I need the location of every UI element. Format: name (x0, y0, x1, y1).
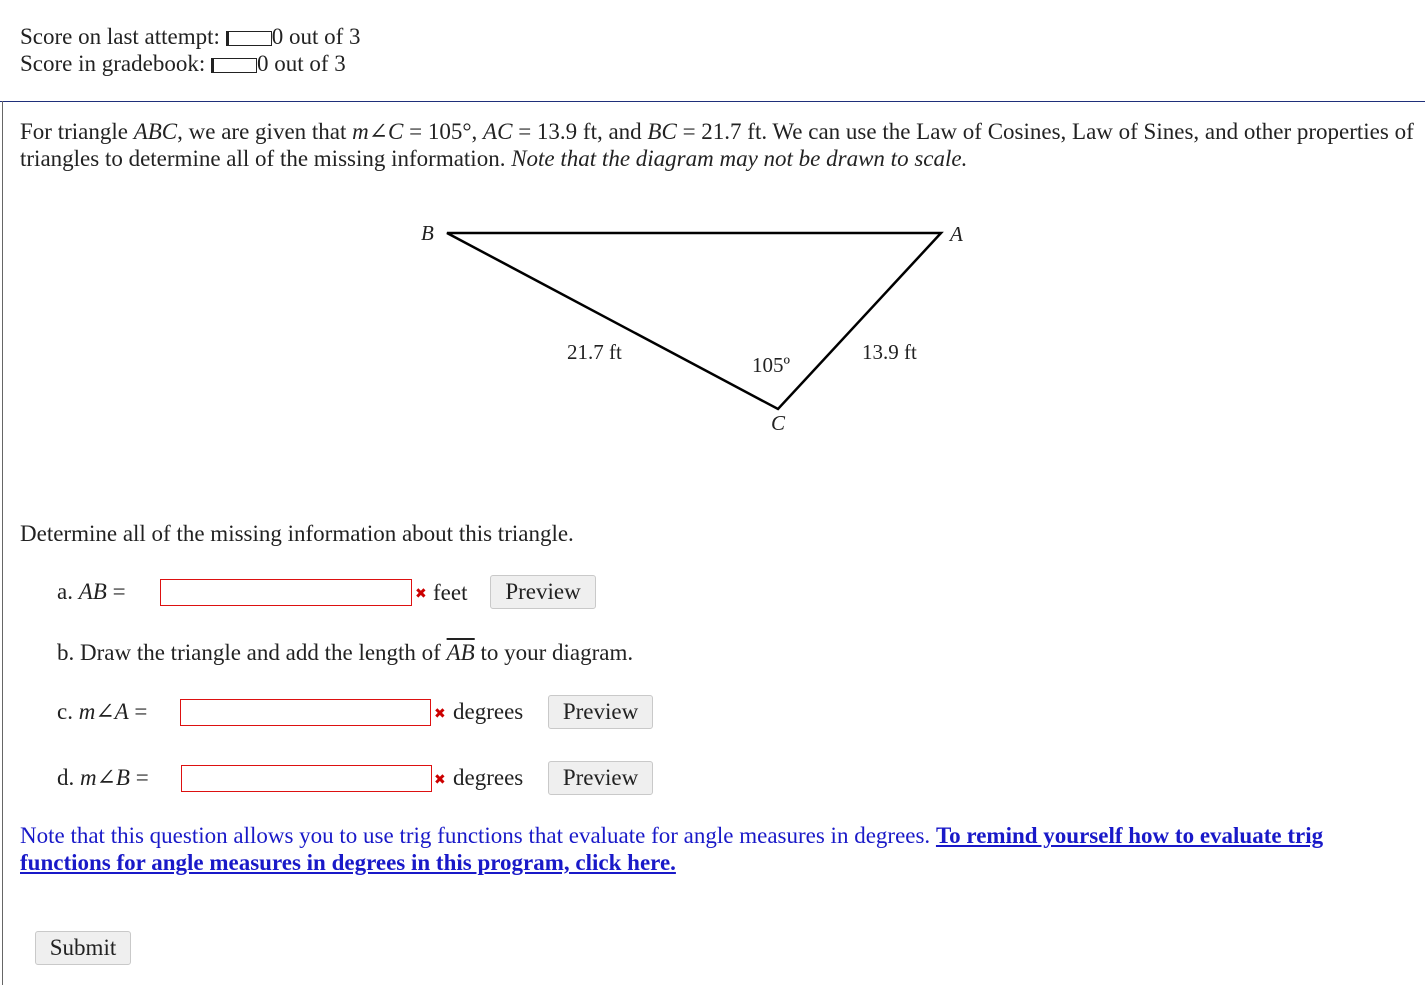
angle-a-unit: degrees (453, 699, 524, 724)
score-gradebook-value: 0 out of 3 (256, 51, 346, 76)
scale-note: Note that the diagram may not be drawn to scale. (511, 146, 968, 171)
problem-text-1: For triangle (20, 119, 134, 144)
part-c-equals: = (128, 699, 148, 724)
score-last-attempt-label: Score on last attempt: (20, 24, 220, 49)
vertex-a-label: A (950, 222, 963, 246)
trig-help-link[interactable]: To remind yourself how to evaluate trig functions for angle measures in degrees in this program, click here. (20, 823, 1324, 875)
part-a-prefix: a. (57, 579, 79, 604)
part-a-label (57, 579, 126, 605)
angle-b-input[interactable] (181, 765, 432, 792)
part-c-prefix: c. (57, 699, 79, 724)
ab-preview-button[interactable]: Preview (490, 575, 596, 609)
vertex-b-label: B (421, 221, 434, 245)
side-bc-label: 21.7 ft (567, 340, 622, 364)
trig-note-text: Note that this question allows you to use trig functions that evaluate for angle measures in degrees. (20, 823, 936, 848)
angle-c-symbol: m∠C (352, 119, 404, 144)
side-ac-label: 13.9 ft (862, 340, 917, 364)
ab-error-icon: ✖ (415, 586, 427, 602)
side-bc-symbol: BC (647, 119, 677, 144)
angle-b-unit: degrees (453, 765, 524, 790)
angle-a-error-icon: ✖ (434, 706, 446, 722)
side-ac-symbol: AC (483, 119, 513, 144)
part-d-equals: = (129, 765, 149, 790)
part-d-variable: m∠B (80, 765, 130, 790)
part-b-text-2: to your diagram. (474, 640, 634, 665)
part-c-variable: m∠A (78, 699, 129, 724)
score-gradebook-label: Score in gradebook: (20, 51, 206, 76)
trig-note (20, 822, 1400, 876)
part-b-text (57, 640, 633, 666)
triangle-name: ABC (133, 119, 178, 144)
angle-b-error-icon: ✖ (434, 772, 446, 788)
ab-length-input[interactable] (160, 579, 412, 606)
part-a-variable: AB (78, 579, 107, 604)
angle-b-preview-button[interactable]: Preview (548, 761, 653, 795)
submit-button[interactable]: Submit (35, 931, 131, 965)
angle-c-label: 105º (752, 353, 791, 377)
angle-c-value: = 105°, (403, 119, 484, 144)
triangle-shape (447, 233, 941, 409)
ab-unit: feet (433, 580, 468, 605)
angle-a-input[interactable] (180, 699, 431, 726)
vertex-c-label: C (771, 411, 786, 435)
side-bc-value: = 21.7 ft. We can use the Law of Cosines, Law of Sines, and other properties of triangles to determine all of the missing information. (20, 119, 1414, 171)
part-a-equals: = (106, 579, 126, 604)
score-last-attempt-value: 0 out of 3 (271, 24, 361, 49)
segment-ab: $\overline{AB}$ (446, 640, 475, 665)
part-b-text-1: b. Draw the triangle and add the length of (57, 640, 447, 665)
instructions: Determine all of the missing information about this triangle. (20, 521, 574, 546)
problem-text-2: , we are given that (177, 119, 353, 144)
side-ac-value: = 13.9 ft, and (512, 119, 648, 144)
part-d-label (57, 765, 149, 791)
angle-a-preview-button[interactable]: Preview (548, 695, 653, 729)
part-d-prefix: d. (57, 765, 80, 790)
part-c-label (57, 699, 147, 725)
